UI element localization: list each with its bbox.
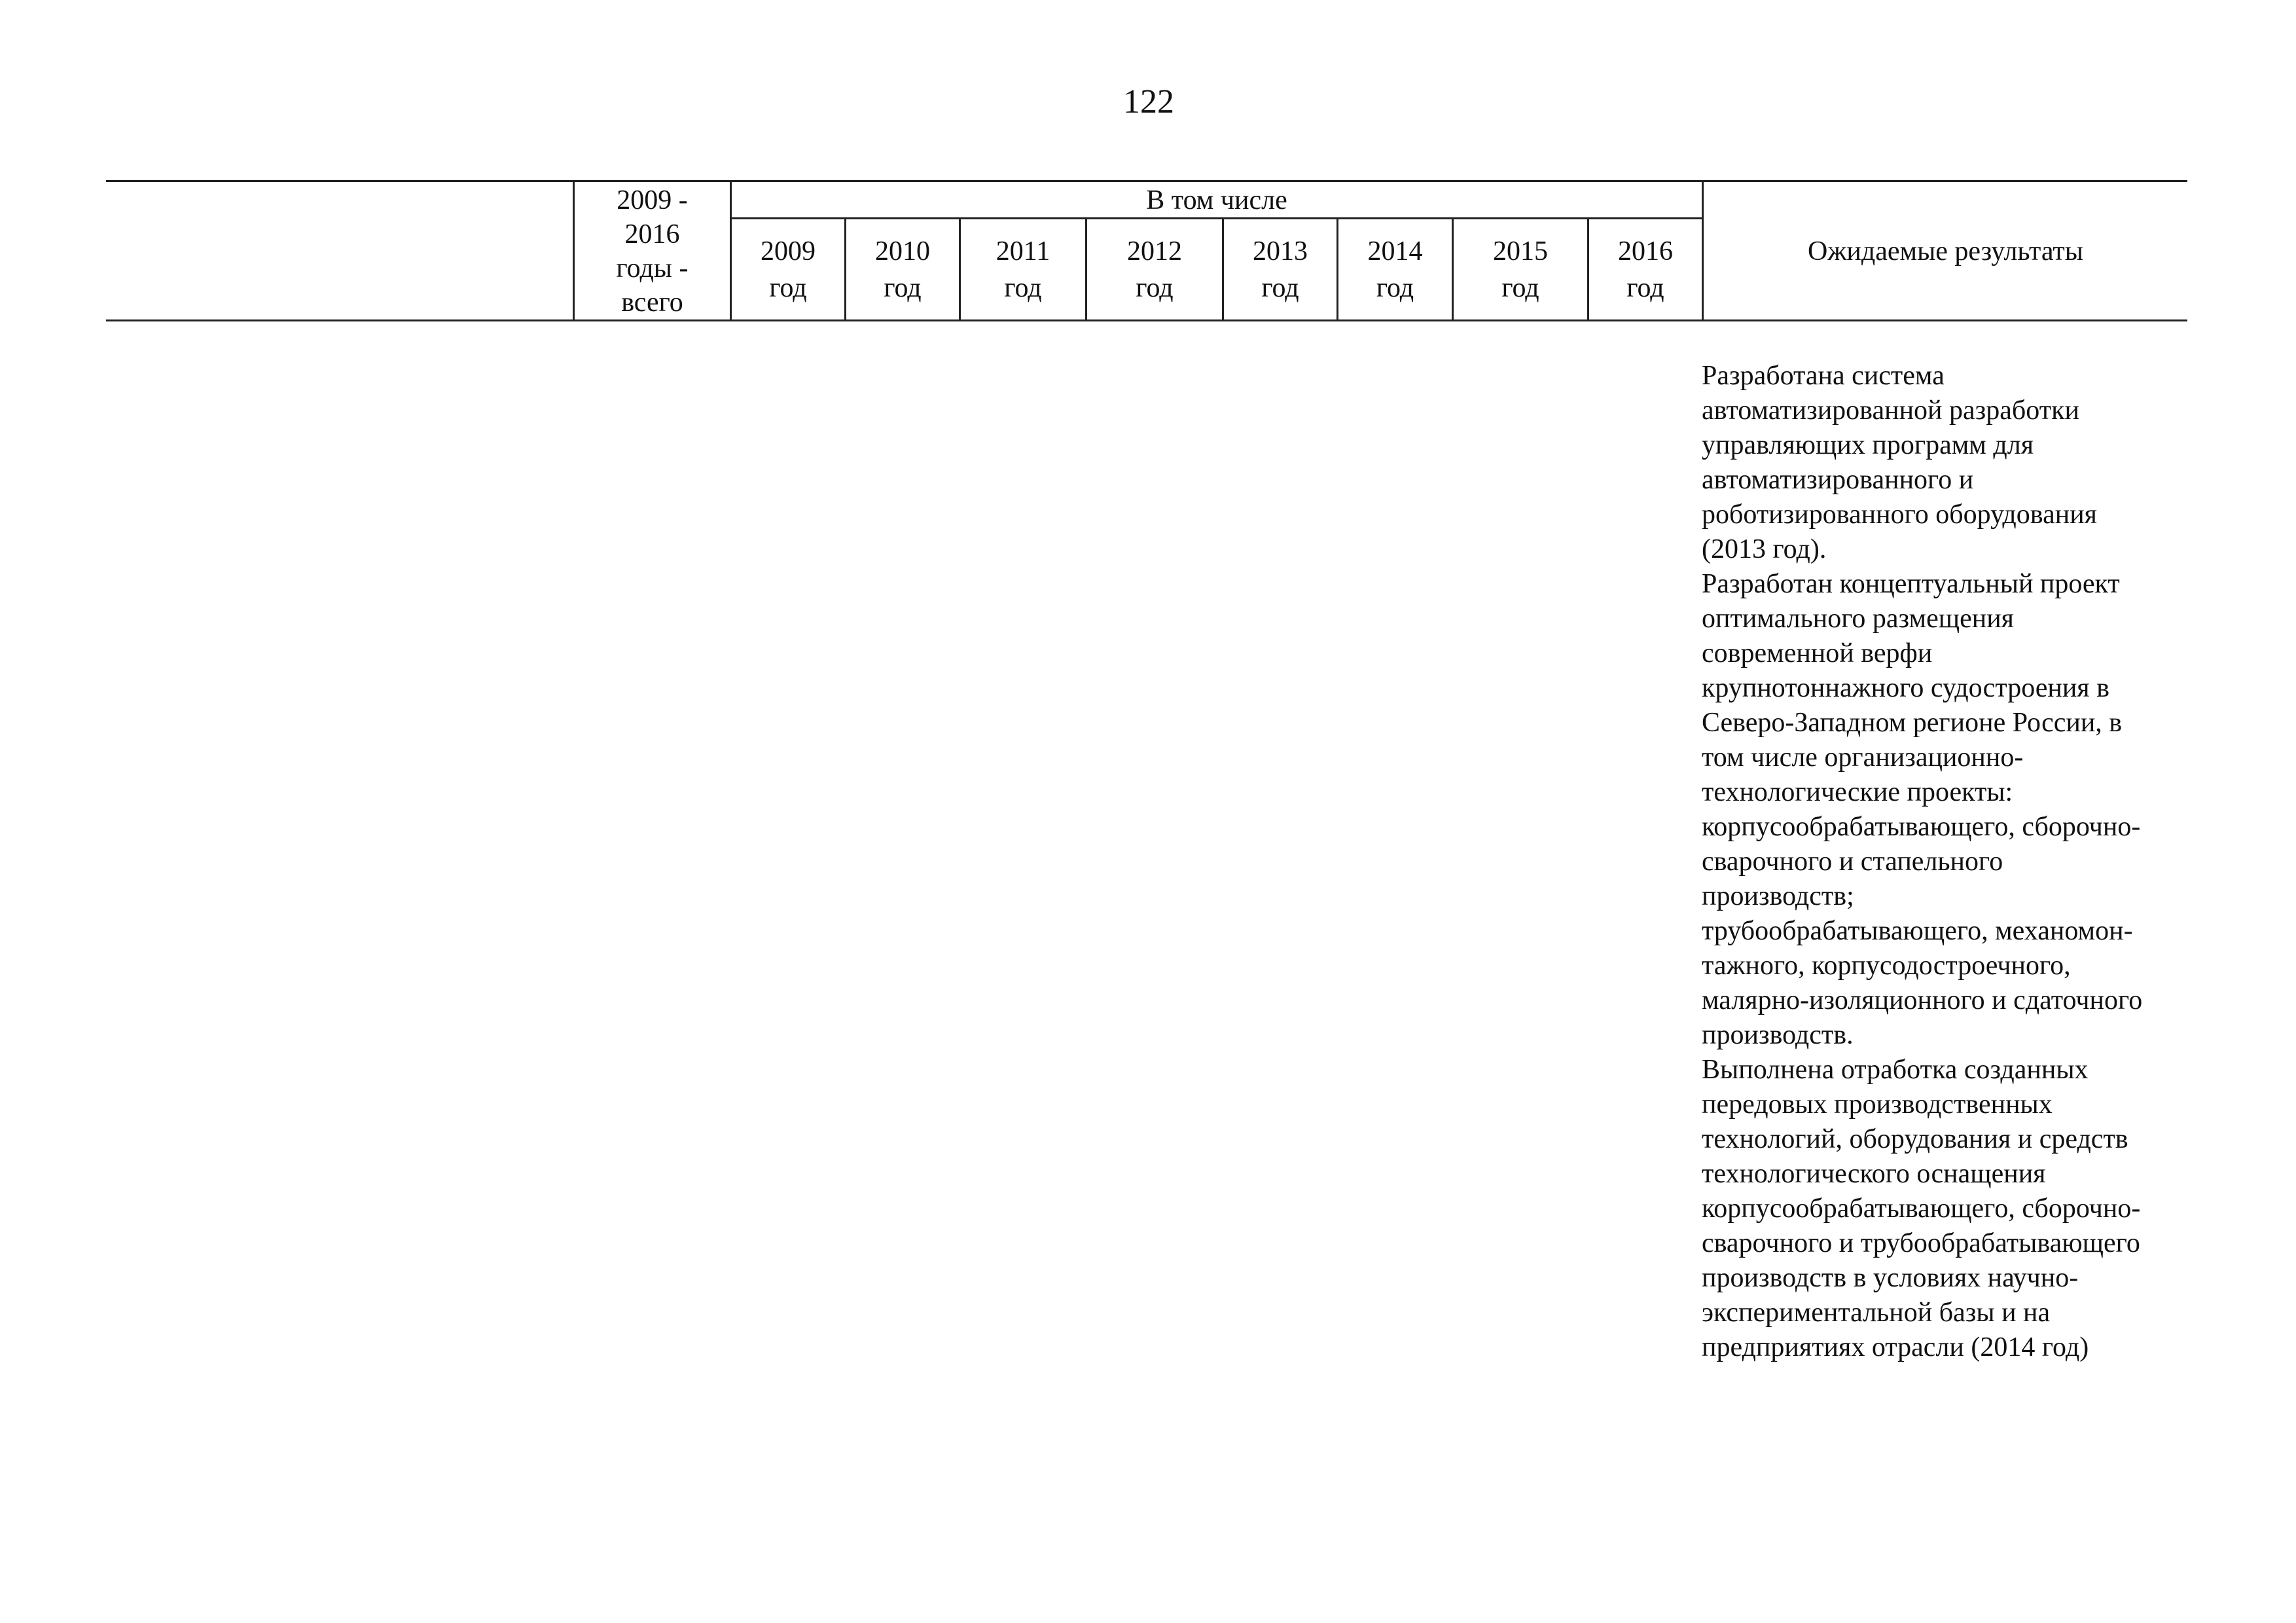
results-line: производств. (1702, 1020, 1854, 1050)
year-unit: год (769, 273, 807, 303)
results-line: Разработана система (1702, 361, 1945, 391)
results-line: тажного, корпусодостроечного, (1702, 951, 2071, 981)
year-unit: год (1626, 273, 1664, 303)
year-col-2010 (846, 233, 959, 306)
results-line: корпусообрабатывающего, сборочно- (1702, 812, 2141, 842)
results-line: экспериментальной базы и на (1702, 1298, 2051, 1328)
results-line: том числе организационно- (1702, 742, 2024, 773)
year-col-2009 (732, 233, 844, 306)
results-line: корпусообрабатывающего, сборочно- (1702, 1194, 2141, 1224)
results-line: трубообрабатывающего, механомон- (1702, 916, 2133, 946)
table-bottom-rule (106, 319, 2187, 321)
results-line: Разработан концептуальный проект (1702, 569, 2120, 599)
results-line: управляющих программ для (1702, 430, 2034, 460)
year-col-2011 (961, 233, 1085, 306)
results-line: роботизированного оборудования (1702, 500, 2097, 530)
total-line-2: 2016 (624, 219, 680, 249)
year-unit: год (1376, 273, 1414, 303)
results-line: производств в условиях научно- (1702, 1263, 2079, 1293)
results-line: передовых производственных (1702, 1089, 2053, 1120)
year-label: 2012 (1127, 236, 1182, 266)
results-line: технологий, оборудования и средств (1702, 1124, 2128, 1154)
year-label: 2015 (1493, 236, 1548, 266)
results-line: крупнотоннажного судостроения в (1702, 673, 2109, 703)
total-line-1: 2009 - (617, 185, 688, 215)
year-col-2012 (1087, 233, 1222, 306)
year-label: 2013 (1253, 236, 1308, 266)
results-line: автоматизированной разработки (1702, 395, 2079, 426)
year-col-2014 (1338, 233, 1452, 306)
results-line: малярно-изоляционного и сдаточного (1702, 985, 2143, 1015)
results-line: технологические проекты: (1702, 777, 2013, 807)
results-line: Выполнена отработка созданных (1702, 1055, 2089, 1085)
results-line: сварочного и трубообрабатывающего (1702, 1228, 2140, 1258)
results-line: оптимального размещения (1702, 604, 2014, 634)
expected-results-text (1702, 359, 2199, 1365)
results-line: предприятиях отрасли (2014 год) (1702, 1332, 2089, 1362)
year-col-2016 (1589, 233, 1702, 306)
year-unit: год (884, 273, 922, 303)
year-col-2013 (1224, 233, 1336, 306)
year-label: 2010 (875, 236, 930, 266)
results-line: (2013 год). (1702, 534, 1827, 564)
year-unit: год (1004, 273, 1042, 303)
total-line-3: годы - (616, 253, 689, 283)
year-unit: год (1501, 273, 1539, 303)
results-line: технологического оснащения (1702, 1159, 2046, 1189)
year-unit: год (1136, 273, 1174, 303)
year-label: 2016 (1618, 236, 1673, 266)
page-number: 122 (1123, 83, 1174, 120)
year-label: 2009 (761, 236, 816, 266)
total-line-4: всего (621, 287, 683, 318)
results-line: сварочного и стапельного (1702, 847, 2003, 877)
results-line: автоматизированного и (1702, 465, 1974, 495)
year-unit: год (1261, 273, 1299, 303)
results-line: современной верфи (1702, 638, 1933, 668)
group-label: В том числе (1146, 185, 1287, 215)
year-label: 2011 (996, 236, 1050, 266)
year-label: 2014 (1367, 236, 1423, 266)
results-column-header: Ожидаемые результаты (1808, 236, 2083, 266)
total-column-header (575, 183, 730, 319)
results-line: производств; (1702, 881, 1854, 911)
year-col-2015 (1454, 233, 1587, 306)
results-line: Северо-Западном регионе России, в (1702, 708, 2123, 738)
